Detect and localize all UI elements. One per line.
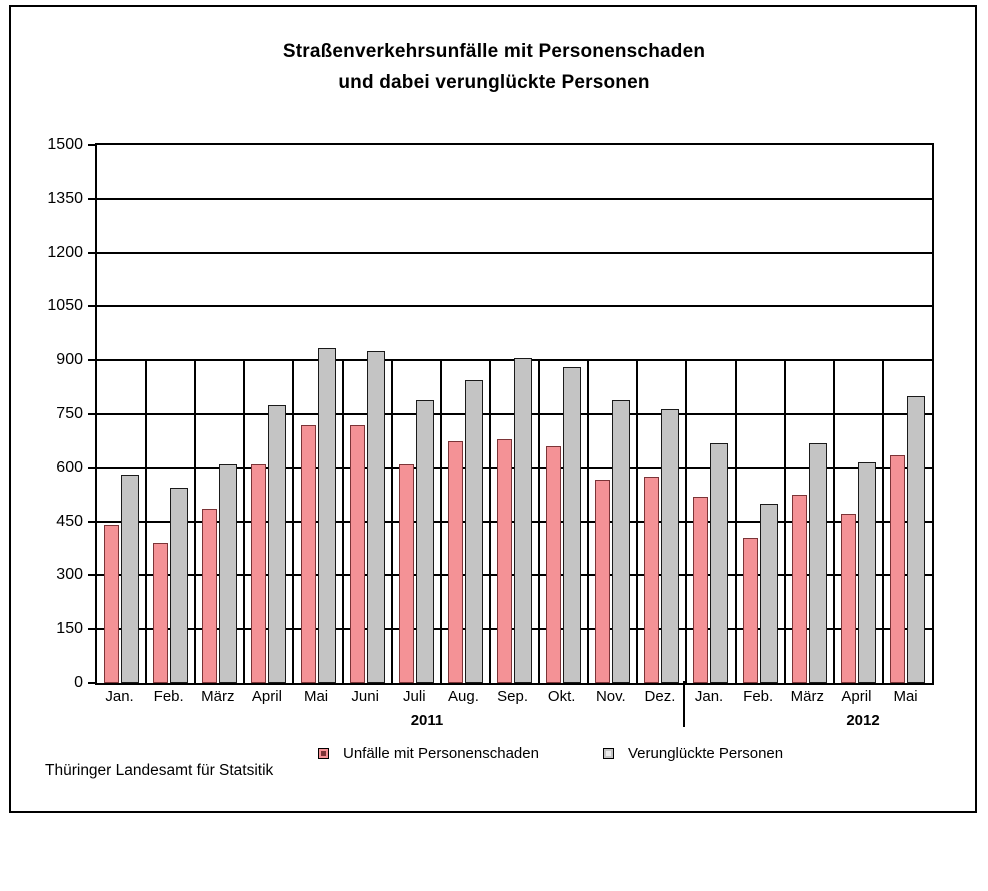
bar-persons-März-2012	[809, 443, 827, 683]
y-axis-label-0: 0	[74, 674, 83, 691]
month-slot-Feb.-2012	[736, 145, 785, 683]
x-axis-label-März-2011: März	[201, 688, 235, 705]
month-slot-Mai-2012	[883, 145, 932, 683]
bar-persons-Jan.-2012	[710, 443, 728, 683]
y-axis-label-1200: 1200	[47, 243, 83, 261]
x-axis-label-Juli-2011: Juli	[403, 688, 426, 705]
bar-accidents-April-2011	[251, 464, 266, 683]
persons-legend-swatch	[603, 748, 614, 759]
y-axis-tick-300	[88, 574, 97, 576]
year-separator-line	[683, 681, 685, 727]
legend-item-persons	[603, 746, 783, 760]
month-slot-Juni-2011	[343, 145, 392, 683]
bar-accidents-Juli-2011	[399, 464, 414, 683]
month-slot-Jan.-2012	[686, 145, 735, 683]
plot-area	[47, 136, 934, 691]
bar-persons-Feb.-2011	[170, 488, 188, 683]
month-slot-Jan.-2011	[97, 145, 146, 683]
month-slot-Feb.-2011	[146, 145, 195, 683]
bar-accidents-Okt.-2011	[546, 446, 561, 683]
x-axis-label-Nov.-2011: Nov.	[595, 688, 626, 705]
x-axis-label-April-2011: April	[251, 688, 282, 705]
bar-accidents-Juni-2011	[350, 425, 365, 683]
bar-persons-Jan.-2011	[121, 475, 139, 683]
x-axis-label-Juni-2011: Juni	[351, 688, 379, 705]
y-axis-tick-1050	[88, 305, 97, 307]
month-slot-Mai-2011	[293, 145, 342, 683]
x-axis-label-März-2012: März	[790, 688, 824, 705]
y-axis-tick-450	[88, 521, 97, 523]
bar-persons-Mai-2012	[907, 396, 925, 683]
month-slot-Juli-2011	[392, 145, 441, 683]
bar-accidents-Mai-2012	[890, 455, 905, 683]
month-slot-Aug.-2011	[441, 145, 490, 683]
year-label-2011: 2011	[410, 712, 444, 729]
x-axis-label-Mai-2012: Mai	[893, 688, 918, 705]
y-axis-label-150: 150	[56, 620, 83, 638]
chart-title-line1: Straßenverkehrsunfälle mit Personenschaden	[282, 41, 706, 62]
bar-accidents-März-2011	[202, 509, 217, 683]
chart-title	[0, 36, 988, 98]
y-axis-tick-600	[88, 467, 97, 469]
y-axis-label-1350: 1350	[47, 189, 83, 207]
y-axis-tick-750	[88, 413, 97, 415]
month-slot-Sep.-2011	[490, 145, 539, 683]
persons-legend-label: Verunglückte Personen	[628, 744, 784, 762]
y-axis-tick-1200	[88, 252, 97, 254]
month-slot-Dez.-2011	[637, 145, 686, 683]
y-axis-label-1050: 1050	[47, 297, 83, 315]
x-axis-label-Feb.-2012: Feb.	[743, 688, 774, 705]
chart-title-line2: und dabei verunglückte Personen	[338, 72, 650, 93]
y-axis-label-900: 900	[56, 351, 83, 369]
x-axis-label-Jan.-2011: Jan.	[105, 688, 134, 705]
accidents-legend-label: Unfälle mit Personenschaden	[343, 744, 539, 762]
bar-accidents-Dez.-2011	[644, 477, 659, 683]
month-slot-Okt.-2011	[539, 145, 588, 683]
y-axis-label-450: 450	[56, 512, 83, 530]
bar-persons-Juli-2011	[416, 400, 434, 683]
x-axis-month-labels	[95, 688, 930, 706]
bar-persons-April-2011	[268, 405, 286, 683]
y-axis-tick-1350	[88, 198, 97, 200]
bar-accidents-März-2012	[792, 495, 807, 683]
x-axis-label-April-2012: April	[841, 688, 872, 705]
y-axis-tick-1500	[88, 144, 97, 146]
bar-persons-Mai-2011	[318, 348, 336, 683]
month-slot-April-2011	[244, 145, 293, 683]
bar-persons-Juni-2011	[367, 351, 385, 683]
x-axis-label-Okt.-2011: Okt.	[547, 688, 576, 705]
x-axis-label-Mai-2011: Mai	[303, 688, 329, 705]
bar-persons-Sep.-2011	[514, 358, 532, 683]
y-axis-label-300: 300	[56, 566, 83, 584]
bar-accidents-Mai-2011	[301, 425, 316, 683]
x-axis-label-Dez.-2011: Dez.	[644, 688, 676, 705]
y-axis-label-600: 600	[56, 458, 83, 476]
x-axis-label-Sep.-2011: Sep.	[497, 688, 528, 705]
source-note: Thüringer Landesamt für Statsitik	[45, 762, 274, 779]
bar-accidents-Jan.-2012	[693, 497, 708, 684]
y-axis-tick-900	[88, 359, 97, 361]
bar-persons-Okt.-2011	[563, 367, 581, 683]
bar-persons-März-2011	[219, 464, 237, 683]
accidents-legend-swatch	[318, 748, 329, 759]
y-axis-tick-150	[88, 628, 97, 630]
bar-accidents-April-2012	[841, 514, 856, 683]
legend-item-accidents	[318, 746, 539, 760]
bar-accidents-Feb.-2011	[153, 543, 168, 683]
x-axis-label-Feb.-2011: Feb.	[153, 688, 184, 705]
x-axis-label-Jan.-2012: Jan.	[694, 688, 724, 705]
bar-accidents-Sep.-2011	[497, 439, 512, 683]
x-axis-label-Aug.-2011: Aug.	[448, 688, 479, 705]
month-slot-April-2012	[834, 145, 883, 683]
bar-accidents-Feb.-2012	[743, 538, 758, 683]
bar-persons-Nov.-2011	[612, 400, 630, 683]
bar-accidents-Nov.-2011	[595, 480, 610, 683]
bar-persons-Dez.-2011	[661, 409, 679, 683]
bar-persons-Aug.-2011	[465, 380, 483, 683]
y-axis-label-1500: 1500	[47, 136, 83, 153]
bar-persons-Feb.-2012	[760, 504, 778, 683]
y-axis-tick-0	[88, 682, 97, 684]
bar-accidents-Jan.-2011	[104, 525, 119, 683]
bar-persons-April-2012	[858, 462, 876, 683]
y-axis-label-750: 750	[56, 405, 83, 422]
month-slot-Nov.-2011	[588, 145, 637, 683]
month-slot-März-2012	[785, 145, 834, 683]
year-label-2012: 2012	[846, 712, 880, 729]
month-slot-März-2011	[195, 145, 244, 683]
bar-accidents-Aug.-2011	[448, 441, 463, 683]
